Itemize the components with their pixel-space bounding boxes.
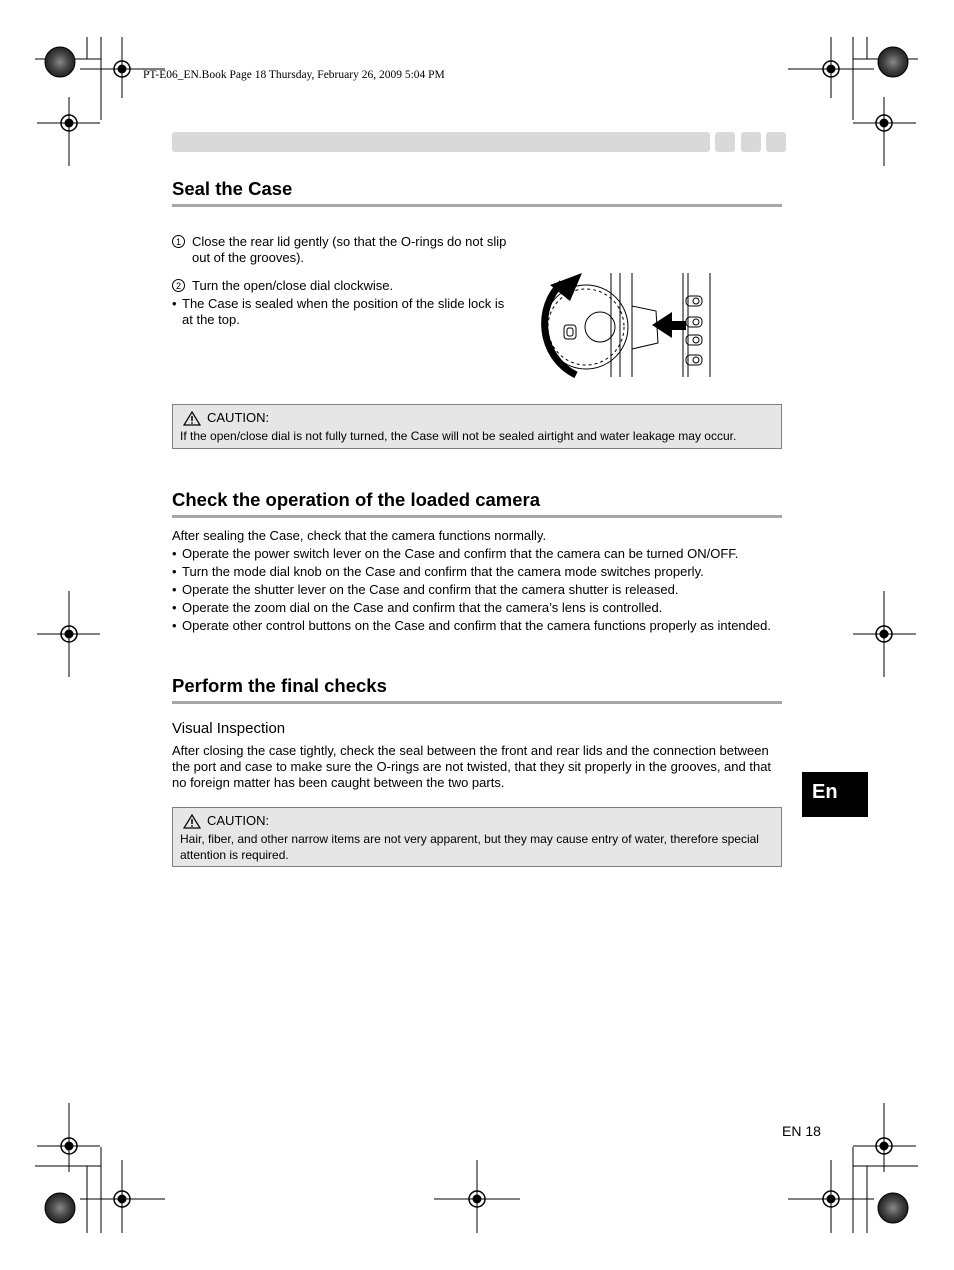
list-item: • Operate the zoom dial on the Case and confirm that the camera’s lens is controlled.	[172, 599, 784, 617]
list-item: • Operate the shutter lever on the Case and confirm that the camera shutter is released.	[172, 581, 784, 599]
file-info-header: PT-E06_EN.Book Page 18 Thursday, February 26, 2009 5:04 PM	[143, 69, 445, 81]
dial-illustration	[528, 271, 720, 379]
check-list	[172, 545, 784, 635]
step-2: 2 Turn the open/close dial clockwise. • The Case is sealed when the position of the slide lock is at the top.	[172, 278, 517, 328]
caution-text: If the open/close dial is not fully turned, the Case will not be sealed airtight and water leakage may occur.	[180, 429, 737, 443]
check-content	[172, 527, 784, 635]
section-rule	[172, 515, 782, 518]
page-number: EN 18	[782, 1123, 821, 1139]
warning-triangle-icon	[183, 814, 201, 829]
check-intro: After sealing the Case, check that the camera functions normally.	[172, 528, 547, 543]
step-1-text: Close the rear lid gently (so that the O-rings do not slip out of the grooves).	[192, 234, 507, 265]
caution-label: CAUTION:	[207, 410, 270, 425]
warning-triangle-icon	[183, 411, 201, 426]
caution-label: CAUTION:	[207, 813, 270, 828]
list-item: • Operate the power switch lever on the Case and confirm that the camera can be turned ON/OFF.	[172, 545, 784, 563]
list-item: • Turn the mode dial knob on the Case and confirm that the camera mode switches properly.	[172, 563, 784, 581]
step-number: 1	[172, 235, 185, 248]
section-rule	[172, 701, 782, 704]
section-title-check: Check the operation of the loaded camera	[172, 489, 541, 510]
step-2-text: Turn the open/close dial clockwise.	[192, 278, 394, 293]
step-2-bullet: The Case is sealed when the position of the slide lock is at the top.	[182, 296, 505, 327]
list-item: • Operate other control buttons on the Case and confirm that the camera functions properly as intended.	[172, 617, 784, 635]
caution-box	[172, 404, 782, 449]
caution-box	[172, 807, 782, 867]
final-paragraph: After closing the case tightly, check the seal between the front and rear lids and the connection between the port and case to make sure the O-rings are not twisted, that they sit properly in the grooves, and that no foreign matter has been caught between the two parts.	[172, 743, 772, 790]
section-rule	[172, 204, 782, 207]
caution-text: Hair, fiber, and other narrow items are not very apparent, but they may cause entry of water, therefore special attention is required.	[180, 832, 759, 862]
header-box	[715, 132, 735, 152]
section-title-seal: Seal the Case	[172, 178, 293, 199]
header-box	[766, 132, 786, 152]
step-number: 2	[172, 279, 185, 292]
language-tab: En	[802, 772, 868, 817]
header-box	[741, 132, 761, 152]
section-title-final: Perform the final checks	[172, 675, 387, 696]
subsection-title: Visual Inspection	[172, 720, 286, 737]
header-bar	[172, 132, 710, 152]
step-1	[172, 234, 517, 266]
